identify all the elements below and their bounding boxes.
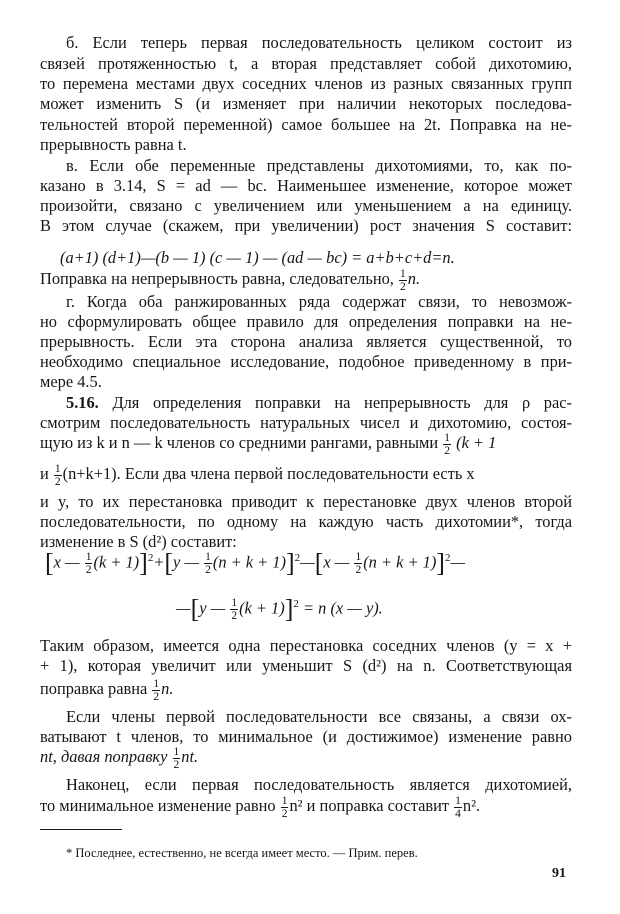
fraction-denominator: 2 [153,690,160,703]
text-span: n² и поправка составит [289,796,450,815]
fraction [85,551,93,576]
text-line [40,459,572,489]
footnote-divider [40,829,122,830]
text-line [40,428,572,458]
text-line [40,742,572,772]
footnote: * Последнее, естественно, не всегда имеет место. — Прим. перев. [66,846,418,860]
fraction-numerator: 1 [54,462,61,475]
text-line [66,393,572,413]
text-line: последовательности, по одному на каждую часть дихотомии*, тогда [40,512,572,531]
text-line [40,791,572,821]
text-line: г. Когда оба ранжированных ряда содержат связи, то невозмож- [66,292,572,311]
fraction [399,268,407,293]
text-span: (k + 1 [456,433,497,452]
eq-term: (k + 1) [239,598,285,618]
fraction-denominator: 2 [231,610,238,623]
text-line: Наконец, если первая последовательность является дихотомией, [66,775,572,794]
text-span: nt. [181,747,199,766]
fraction [152,678,160,703]
fraction-numerator: 1 [85,551,92,564]
fraction-denominator: 2 [85,564,92,577]
text-line: произойти, связано с увеличением или уменьшением a на единицу. [40,196,572,215]
fraction-denominator: 2 [173,758,180,771]
text-line: смотрим последовательность натуральных чисел и дихотомию, состоя- [40,413,572,432]
fraction-numerator: 1 [153,677,160,690]
equation-2-line-1 [45,538,465,584]
equation-2-line-2 [176,584,383,630]
text-line: Таким образом, имеется одна перестановка соседних членов (y = x + [40,636,572,655]
eq-term: + [153,552,165,572]
eq-term: y — [199,598,226,618]
text-line: мере 4.5. [40,372,102,391]
exponent: 2 [294,552,301,564]
fraction [443,432,451,457]
bracket: ] [285,548,295,578]
bracket: [ [164,548,174,578]
text-line: но сформулировать общее правило для определения поправки на не- [40,312,572,331]
eq-term: — [450,552,466,572]
text-line: связей протяженностью t, а вторая представляет собой дихотомию, [40,54,572,73]
fraction-numerator: 1 [231,597,238,610]
text-span: то минимальное изменение равно [40,796,276,815]
page-number: 91 [552,866,566,881]
bracket: ] [284,594,294,624]
equation-1: (a+1) (d+1)—(b — 1) (c — 1) — (ad — bc) = a+b+c+d=n. [60,248,455,267]
fraction [354,551,362,576]
text-line: ватывают t членов, то минимальное (и достижимое) изменение равно [40,727,572,746]
text-line: в. Если обе переменные представлены дихотомиями, то, как по- [66,156,572,175]
text-line: тельностей второй переменной) самое большее на 2t. Поправка на не- [40,115,572,134]
fraction-denominator: 2 [281,807,288,820]
text-line [40,264,572,294]
section-number: 5.16. [66,393,99,412]
text-line: б. Если теперь первая последовательность целиком состоит из [66,33,572,52]
text-span: n. [407,269,421,288]
text-line: прерывность. Если эта сторона анализа является существенной, то [40,332,572,351]
fraction [230,597,238,622]
eq-term: (n + k + 1) [212,552,286,572]
text-line: необходимо специальное исследование, подобное приведенному в при- [40,352,572,371]
text-line: изменение в S (d²) составит: [40,532,237,551]
fraction-numerator: 1 [355,551,362,564]
text-line: + 1), которая увеличит или уменьшит S (d²) на n. Соответствующая [40,656,572,675]
text-line: казано в 3.14, S = ad — bc. Наименьшее изменение, которое может [40,176,572,195]
text-span: поправка равна [40,679,148,698]
eq-term: (n + k + 1) [363,552,437,572]
fraction [54,463,62,488]
bracket: [ [45,548,54,578]
eq-term: — [176,598,191,618]
exponent: 2 [293,598,299,610]
fraction [204,551,212,576]
text-span: nt, давая поправку [40,747,168,766]
fraction [454,795,462,820]
text-line: то перемена местами двух соседних членов из разных связанных групп [40,74,572,93]
eq-term: — [300,552,315,572]
text-line: В этом случае (скажем, при увеличении) рост значения S составит: [40,216,572,235]
eq-term: x — [323,552,350,572]
eq-term: y — [173,552,199,572]
exponent: 2 [444,552,451,564]
fraction-numerator: 1 [173,745,180,758]
fraction-numerator: 1 [281,794,288,807]
fraction-numerator: 1 [205,551,211,564]
exponent: 2 [147,552,154,564]
text-span: n². [462,796,481,815]
bracket: ] [139,548,148,578]
fraction-denominator: 2 [205,564,211,577]
fraction-denominator: 2 [444,444,451,457]
text-line: прерывность равна t. [40,135,187,154]
eq-term: (k + 1) [93,552,140,572]
fraction-denominator: 2 [54,475,61,488]
text-span: Поправка на непрерывность равна, следовательно, [40,269,394,288]
text-span: n. [161,679,174,698]
fraction [173,746,181,771]
fraction [281,795,289,820]
bracket: [ [314,548,324,578]
bracket: [ [190,594,200,624]
text-span: Для определения поправки на непрерывность для ρ рас- [112,393,572,412]
text-line: может изменить S (и изменяет при наличии некоторых последова- [40,94,572,113]
fraction-denominator: 2 [400,280,406,293]
text-span: (n+k+1). Если два члена первой последовательности есть x [62,464,475,483]
fraction-numerator: 1 [444,431,451,444]
fraction-numerator: 1 [400,267,406,280]
text-line: и y, то их перестановка приводит к перестановке двух членов второй [40,492,572,511]
fraction-denominator: 2 [355,564,362,577]
text-span: щую из k и n — k членов со средними рангами, равными [40,433,439,452]
fraction-numerator: 1 [455,794,461,807]
eq-term: = n (x — y). [303,598,383,618]
text-line [40,674,572,704]
text-line: Если члены первой последовательности все связаны, а связи ох- [66,707,572,726]
eq-term: x — [53,552,80,572]
fraction-denominator: 4 [455,807,461,820]
bracket: ] [436,548,445,578]
text-span: и [40,464,49,483]
